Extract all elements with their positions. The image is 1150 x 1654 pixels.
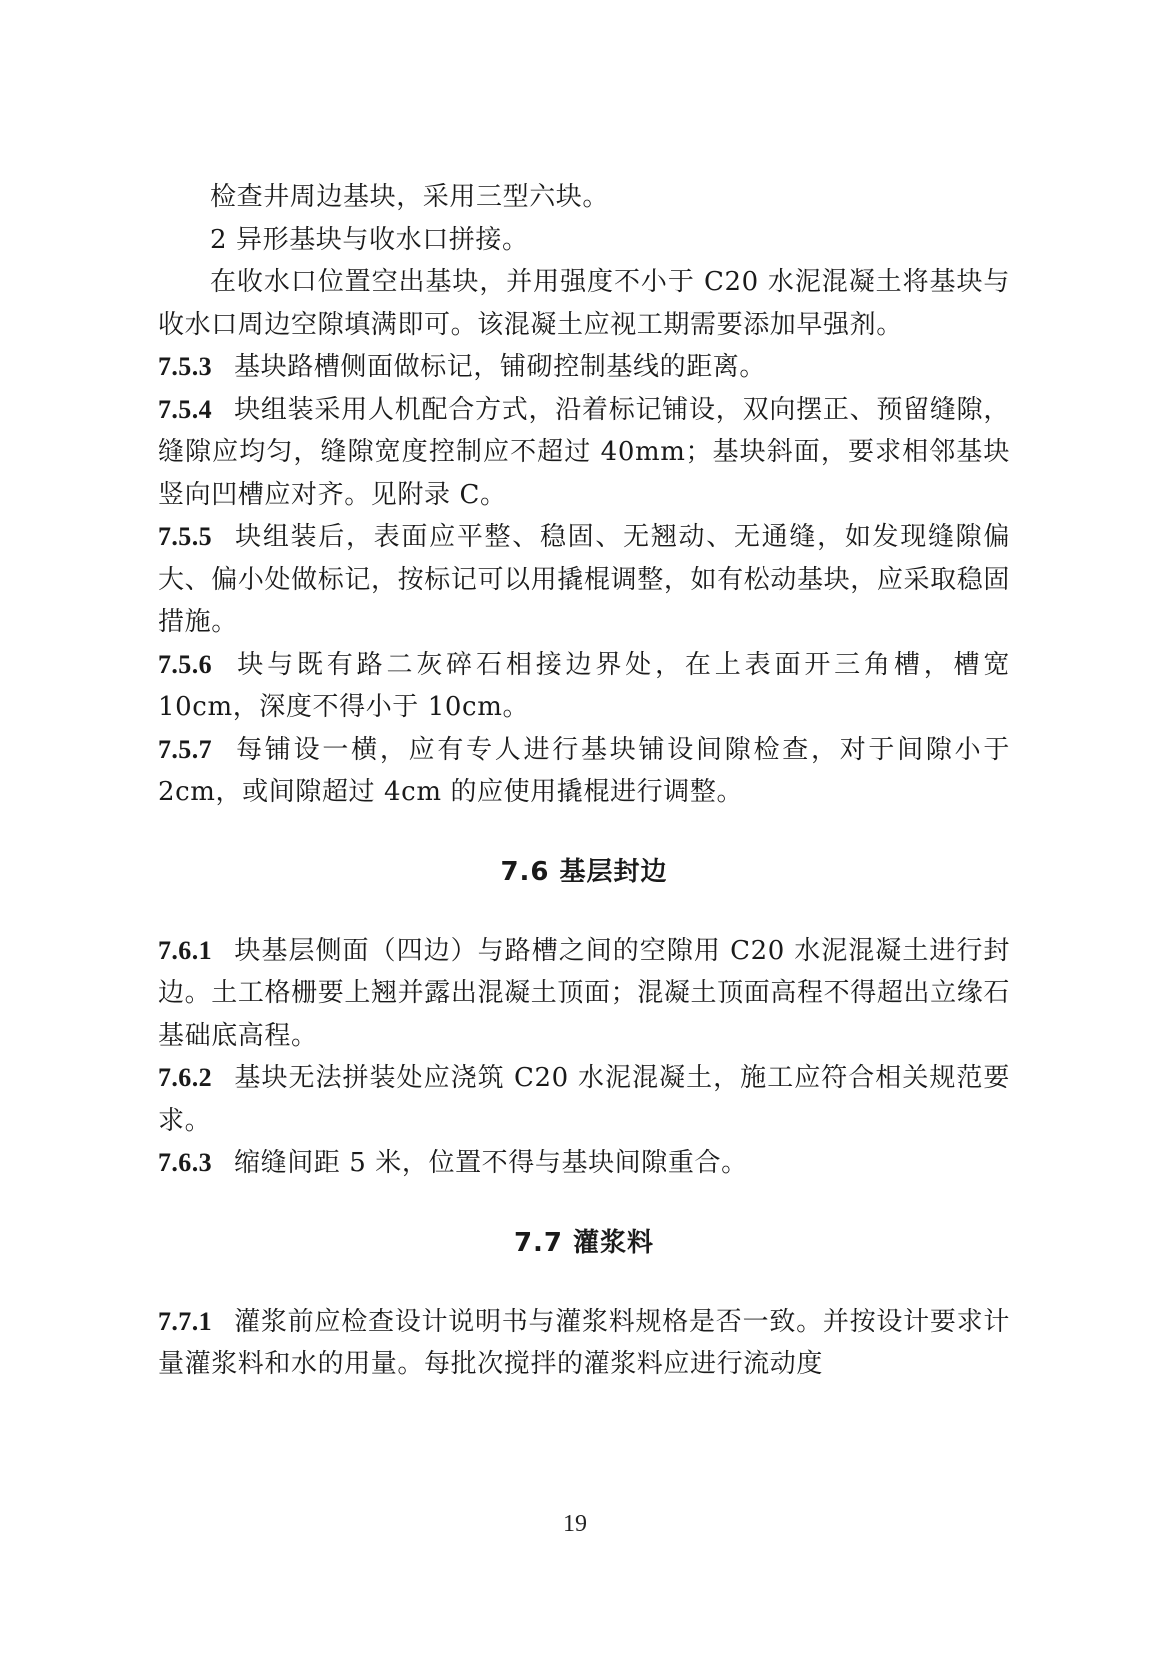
clause-number: 7.5.7	[158, 734, 212, 764]
clause-number: 7.5.6	[158, 649, 212, 679]
clause	[158, 516, 1010, 644]
clause	[158, 644, 1010, 729]
clause-text: 灌浆前应检查设计说明书与灌浆料规格是否一致。并按设计要求计量灌浆料和水的用量。每批次搅拌的灌浆料应进行流动度	[158, 1306, 1010, 1379]
clause	[158, 1301, 1010, 1386]
clause-text: 块基层侧面（四边）与路槽之间的空隙用 C20 水泥混凝土进行封边。土工格栅要上翘并露出混凝土顶面；混凝土顶面高程不得超出立缘石基础底高程。	[158, 935, 1010, 1051]
paragraph: 检查井周边基块，采用三型六块。	[210, 182, 610, 212]
clause	[158, 1057, 1010, 1142]
clause-text: 块与既有路二灰碎石相接边界处，在上表面开三角槽，槽宽 10cm，深度不得小于 10cm。	[158, 649, 1010, 722]
clause-number: 7.5.5	[158, 522, 212, 551]
clause-number: 7.6.3	[158, 1148, 212, 1177]
document-body	[158, 176, 1010, 1386]
clause-number: 7.6.1	[158, 935, 212, 965]
clause-text: 基块路槽侧面做标记，铺砌控制基线的距离。	[234, 352, 767, 382]
section-heading: 7.7 灌浆料	[513, 1227, 655, 1258]
page-number: 19	[563, 1511, 587, 1537]
clause-number: 7.5.4	[158, 394, 212, 424]
clause-number: 7.6.2	[158, 1063, 212, 1092]
clause	[158, 930, 1010, 1058]
clause-number: 7.7.1	[158, 1306, 212, 1336]
paragraph: 在收水口位置空出基块，并用强度不小于 C20 水泥混凝土将基块与收水口周边空隙填满即可。该混凝土应视工期需要添加早强剂。	[158, 267, 1010, 340]
clause	[158, 346, 1010, 389]
clause-text: 每铺设一横，应有专人进行基块铺设间隙检查，对于间隙小于 2cm，或间隙超过 4cm 的应使用撬棍进行调整。	[158, 734, 1010, 807]
clause-text: 缩缝间距 5 米，位置不得与基块间隙重合。	[234, 1148, 748, 1178]
clause-number: 7.5.3	[158, 352, 212, 381]
clause	[158, 729, 1010, 814]
clause	[158, 1142, 1010, 1185]
section-heading: 7.6 基层封边	[500, 856, 668, 887]
clause-text: 基块无法拼装处应浇筑 C20 水泥混凝土，施工应符合相关规范要求。	[158, 1063, 1010, 1136]
clause-text: 块组装采用人机配合方式，沿着标记铺设，双向摆正、预留缝隙，缝隙应均匀，缝隙宽度控制应不超过 40mm；基块斜面，要求相邻基块竖向凹槽应对齐。见附录 C。	[158, 394, 1010, 510]
clause-text: 块组装后，表面应平整、稳固、无翘动、无通缝，如发现缝隙偏大、偏小处做标记，按标记可以用撬棍调整，如有松动基块，应采取稳固措施。	[158, 522, 1010, 637]
paragraph: 2 异形基块与收水口拼接。	[210, 224, 529, 255]
clause	[158, 389, 1010, 517]
